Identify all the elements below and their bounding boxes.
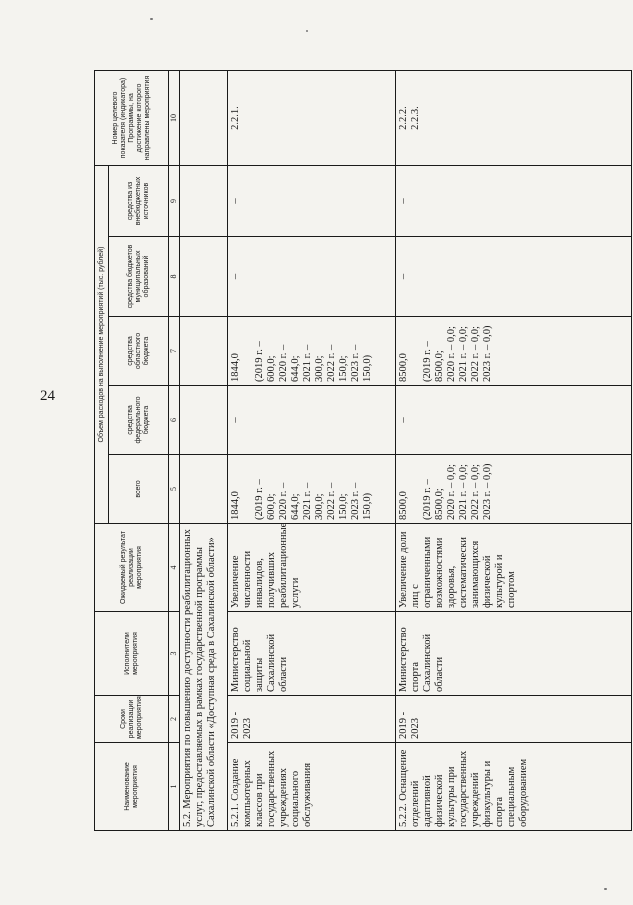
federal-budget: – (396, 386, 632, 455)
header-executor: Исполнители мероприятия (95, 612, 169, 696)
scan-speck (150, 18, 153, 20)
header-municipal: средства бюджетов муниципальных образований (109, 237, 169, 317)
rotated-page (94, 71, 632, 831)
header-regional: средства областного бюджета (109, 317, 169, 386)
header-indicator: Номер целевого показателя (индикатора) Программы, на достижение которого направлены мероприятия (95, 71, 169, 166)
empty-cell (180, 455, 228, 524)
column-number: 4 (169, 524, 180, 612)
empty-cell (180, 71, 228, 166)
total-value: 1844,0 (230, 491, 241, 520)
total-value: 8500,0 (398, 491, 409, 520)
header-expenses-group: Объем расходов на выполнение мероприятий (тыс. рублей) (95, 166, 109, 524)
activity-period: 2019 - 2023 (228, 696, 396, 743)
column-number: 6 (169, 386, 180, 455)
total-cell (396, 455, 632, 524)
section-title: 5.2. Мероприятия по повышению доступности реабилитационных услуг, предоставляемых в рамках государственной программы Сахалинской области «Доступная среда в Сахалинской области» (180, 524, 228, 831)
column-number: 5 (169, 455, 180, 524)
column-number: 7 (169, 317, 180, 386)
empty-cell (180, 317, 228, 386)
header-federal: средства федерального бюджета (109, 386, 169, 455)
empty-cell (180, 386, 228, 455)
header-extrabudget: средства из внебюджетных источников (109, 166, 169, 237)
header-period: Сроки реализации мероприятия (95, 696, 169, 743)
header-result: Ожидаемый результат реализации мероприятия (95, 524, 169, 612)
empty-cell (180, 237, 228, 317)
activity-executor: Министерство спорта Сахалинской области (396, 612, 632, 696)
regional-cell (396, 317, 632, 386)
activity-result: Увеличение доли лиц с ограниченными возможностями здоровья, систематически занимающихся физической культурой и спортом (396, 524, 632, 612)
column-number: 3 (169, 612, 180, 696)
scan-speck (604, 888, 607, 890)
column-number-row (169, 71, 180, 831)
empty-cell (180, 166, 228, 237)
federal-budget: – (228, 386, 396, 455)
regional-breakdown: (2019 г. – 600,0; 2020 г. – 644,0; 2021 г. – 300,0; 2022 г. – 150,0; 2023 г. – 150,0) (254, 341, 373, 382)
regional-cell (228, 317, 396, 386)
regional-value: 1844,0 (230, 353, 241, 382)
municipal-budget: – (396, 237, 632, 317)
column-number: 8 (169, 237, 180, 317)
column-number: 2 (169, 696, 180, 743)
total-cell (228, 455, 396, 524)
activity-result: Увеличение численности инвалидов, получивших реабилитационные услуги (228, 524, 396, 612)
scan-speck (306, 30, 308, 32)
activity-name: 5.2.1. Создание компьютерных классов при государственных учреждениях социального обслуживания (228, 743, 396, 831)
activity-period: 2019 - 2023 (396, 696, 632, 743)
section-row (180, 71, 228, 831)
header-total: всего (109, 455, 169, 524)
extrabudget-funds: – (396, 166, 632, 237)
municipal-budget: – (228, 237, 396, 317)
header-name: Наименование мероприятия (95, 743, 169, 831)
activity-name: 5.2.2. Оснащение отделений адаптивной физической культуры при государственных учреждений физкультуры и спорта специальным оборудованием (396, 743, 632, 831)
extrabudget-funds: – (228, 166, 396, 237)
total-breakdown: (2019 г. – 600,0; 2020 г. – 644,0; 2021 г. – 300,0; 2022 г. – 150,0; 2023 г. – 150,0) (254, 479, 373, 520)
regional-value: 8500,0 (398, 353, 409, 382)
regional-breakdown: (2019 г. – 8500,0; 2020 г. – 0,0; 2021 г. – 0,0; 2022 г. – 0,0; 2023 г. – 0,0) (422, 325, 493, 382)
page-number: 24 (40, 388, 55, 404)
column-number: 1 (169, 743, 180, 831)
table-row (396, 71, 632, 831)
indicator-number: 2.2.2. 2.2.3. (396, 71, 632, 166)
column-number: 9 (169, 166, 180, 237)
header-row (95, 71, 109, 831)
column-number: 10 (169, 71, 180, 166)
activity-executor: Министерство социальной защиты Сахалинской области (228, 612, 396, 696)
total-breakdown: (2019 г. – 8500,0; 2020 г. – 0,0; 2021 г. – 0,0; 2022 г. – 0,0; 2023 г. – 0,0) (422, 463, 493, 520)
table-row (228, 71, 396, 831)
financing-table (94, 70, 632, 831)
indicator-number: 2.2.1. (228, 71, 396, 166)
